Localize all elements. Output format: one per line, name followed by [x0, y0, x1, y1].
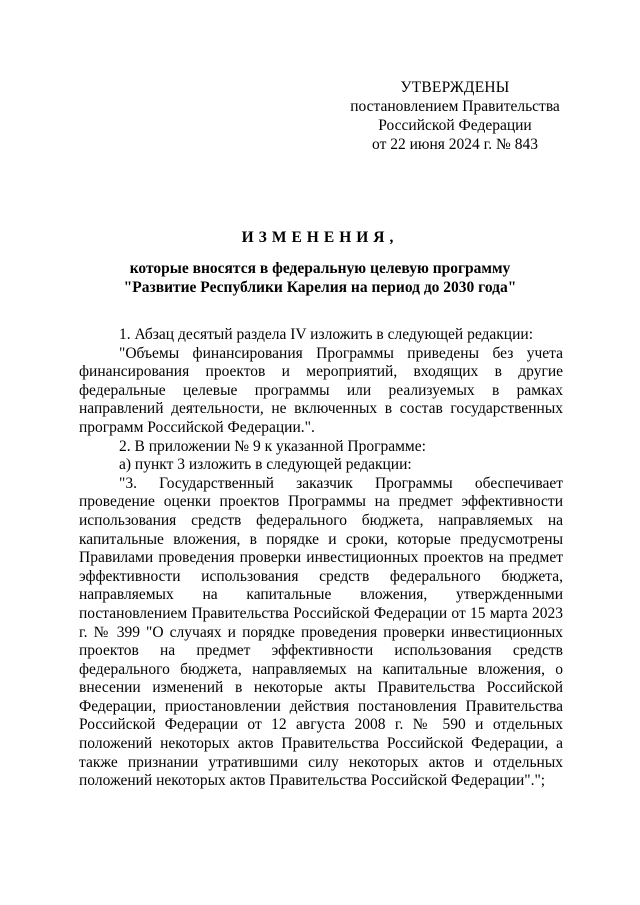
approved-heading: УТВЕРЖДЕНЫ [400, 79, 510, 96]
paragraph: "Объемы финансирования Программы приведены без учета финансирования проектов и мероприятий, входящих в другие федеральные целевые программы или реализуемых в рамках направлений деятельности, не включенных в состав государственных программ Российской Федерации.". [79, 344, 563, 436]
approval-stamp [330, 78, 580, 154]
approval-line-government: Российской Федерации [378, 117, 532, 134]
document-title [60, 228, 580, 297]
approval-line-decree: постановлением Правительства [350, 98, 560, 115]
document-body [79, 326, 563, 791]
paragraph: "3. Государственный заказчик Программы обеспечивает проведение оценки проектов Программы на предмет эффективности использования средств федерального бюджета, направляемых на капитальные вложения, в порядке и сроки, которые предусмотрены Правилами проведения проверки инвестиционных проектов на предмет эффективности использования средств федерального бюджета, направляемых на капитальные вложения, утвержденными постановлением Правительства Российской Федерации от 15 марта 2023 г. № 399 "О случаях и порядке проведения проверки инвестиционных проектов на предмет эффективности использования средств федерального бюджета, направляемых на капитальные вложения, о внесении изменений в некоторые акты Правительства Российской Федерации, приостановлении действия постановления Правительства Российской Федерации от 12 августа 2008 г. № 590 и отдельных положений некоторых актов Правительства Российской Федерации, а также признании утратившими силу некоторых актов и отдельных положений некоторых актов Правительства Российской Федерации"."; [79, 474, 563, 790]
approval-line-date: от 22 июня 2024 г. № 843 [372, 136, 538, 153]
paragraph: а) пункт 3 изложить в следующей редакции: [119, 456, 412, 474]
title-subtitle-2: "Развитие Республики Карелия на период до 2030 года" [123, 279, 517, 296]
title-main: ИЗМЕНЕНИЯ, [241, 229, 399, 246]
title-subtitle-1: которые вносятся в федеральную целевую программу [129, 260, 511, 277]
paragraph: 2. В приложении № 9 к указанной Программе: [119, 437, 426, 455]
paragraph: 1. Абзац десятый раздела IV изложить в следующей редакции: [119, 326, 533, 343]
